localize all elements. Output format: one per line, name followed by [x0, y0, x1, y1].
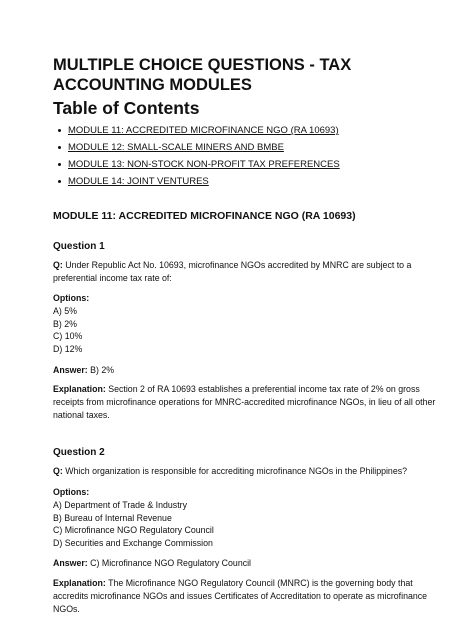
option-d: D) 12% [53, 343, 83, 354]
option-d: D) Securities and Exchange Commission [53, 537, 213, 548]
toc-link-module-12[interactable]: MODULE 12: SMALL-SCALE MINERS AND BMBE [68, 142, 284, 153]
option-a: A) Department of Trade & Industry [53, 500, 187, 510]
answer-value: B) 2% [90, 365, 115, 375]
question-2-heading: Question 2 [53, 447, 105, 458]
toc-link-module-13[interactable]: MODULE 13: NON-STOCK NON-PROFIT TAX PREFERENCES [68, 159, 340, 170]
q-label: Q: [53, 466, 63, 476]
explanation-text: Section 2 of RA 10693 establishes a preferential income tax rate of 2% on gross receipts from microfinance operations for MNRC-accredited microfinance NGOs, in lieu of all other national taxes. [53, 384, 436, 420]
explanation-label: Explanation: [53, 578, 106, 588]
question-1-options [53, 292, 438, 355]
question-1-heading: Question 1 [53, 241, 105, 252]
toc-item [68, 142, 340, 159]
question-1-explanation [53, 383, 438, 422]
document-title: MULTIPLE CHOICE QUESTIONS - TAX ACCOUNTING MODULES [53, 56, 352, 94]
option-c: C) Microfinance NGO Regulatory Council [53, 525, 214, 535]
question-text: Which organization is responsible for accrediting microfinance NGOs in the Philippines? [65, 466, 408, 476]
table-of-contents [68, 125, 340, 193]
answer-value: C) Microfinance NGO Regulatory Council [90, 558, 252, 568]
toc-item [68, 125, 340, 142]
bullet-icon [58, 129, 61, 132]
option-c: C) 10% [53, 331, 83, 341]
option-b: B) Bureau of Internal Revenue [53, 512, 172, 523]
question-1-text [53, 259, 438, 285]
option-b: B) 2% [53, 318, 77, 329]
question-2-options [53, 486, 438, 549]
toc-heading: Table of Contents [53, 98, 200, 118]
question-2-answer [53, 557, 438, 570]
question-2-explanation [53, 577, 438, 616]
toc-link-module-14[interactable]: MODULE 14: JOINT VENTURES [68, 176, 209, 187]
options-label: Options: [53, 293, 90, 303]
toc-link-module-11[interactable]: MODULE 11: ACCREDITED MICROFINANCE NGO (RA 10693) [68, 125, 339, 136]
question-text: Under Republic Act No. 10693, microfinance NGOs accredited by MNRC are subject to a preferential income tax rate of: [53, 260, 412, 283]
bullet-icon [58, 163, 61, 166]
toc-item [68, 176, 340, 193]
options-label: Options: [53, 487, 90, 497]
option-a: A) 5% [53, 306, 77, 316]
answer-label: Answer: [53, 365, 88, 375]
bullet-icon [58, 180, 61, 183]
question-1-answer [53, 364, 438, 377]
toc-item [68, 159, 340, 176]
bullet-icon [58, 146, 61, 149]
q-label: Q: [53, 260, 63, 270]
module-heading: MODULE 11: ACCREDITED MICROFINANCE NGO (RA 10693) [53, 210, 356, 222]
explanation-text: The Microfinance NGO Regulatory Council (MNRC) is the governing body that accredits microfinance NGOs and issues Certificates of Accreditation to operate as microfinance NGOs. [53, 578, 428, 614]
answer-label: Answer: [53, 558, 88, 568]
question-2-text [53, 465, 438, 478]
explanation-label: Explanation: [53, 384, 106, 394]
